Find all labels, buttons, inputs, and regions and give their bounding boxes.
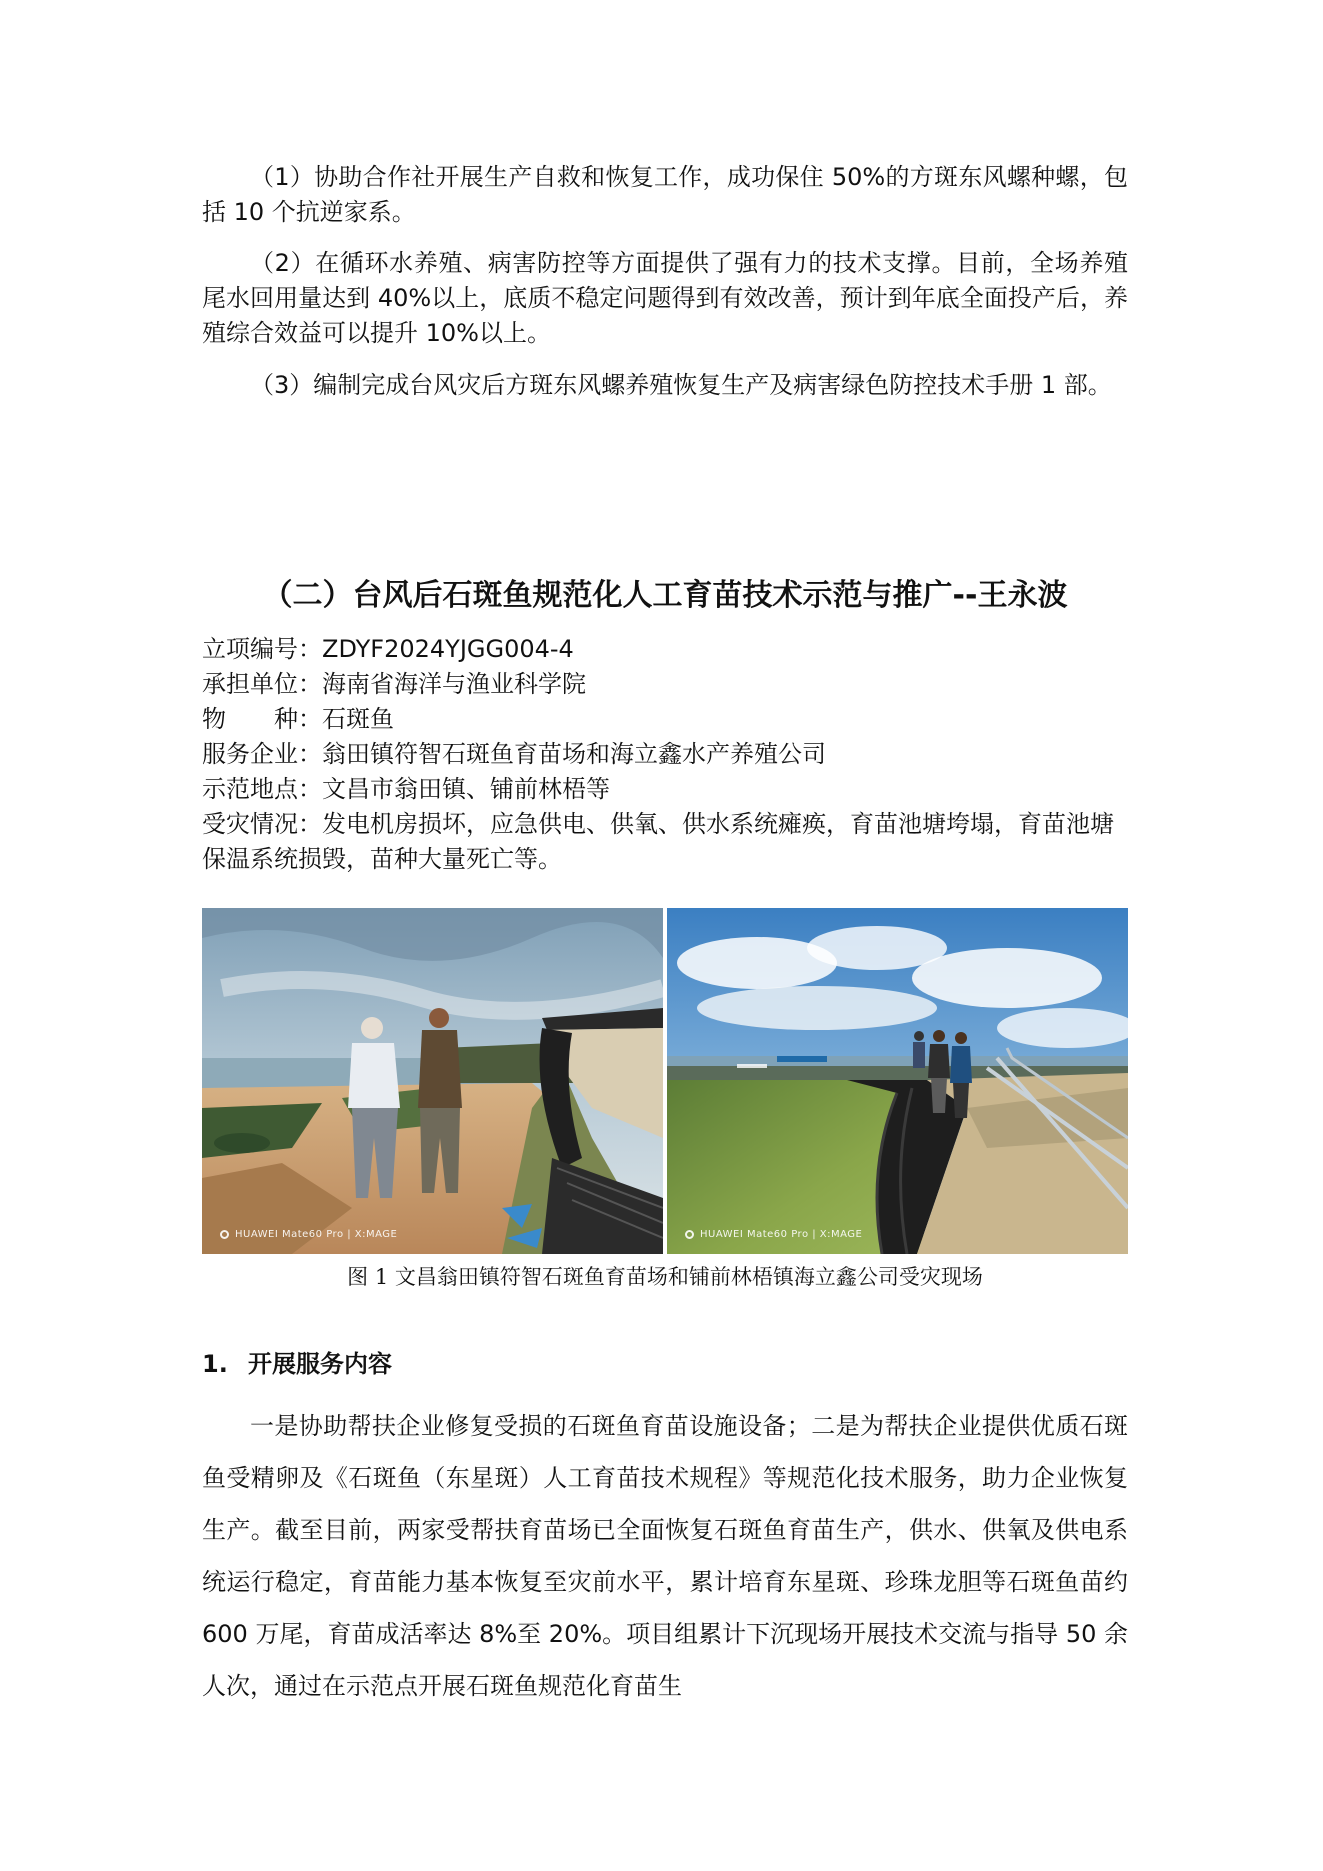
info-row-organization xyxy=(202,667,1128,702)
camera-logo-icon xyxy=(220,1230,229,1239)
watermark-text: HUAWEI Mate60 Pro | X:MAGE xyxy=(700,1229,863,1240)
paragraph-2: （2）在循环水养殖、病害防控等方面提供了强有力的技术支撑。目前，全场养殖尾水回用量达到 40%以上，底质不稳定问题得到有效改善，预计到年底全面投产后，养殖综合效益可以提升 10%以上。 xyxy=(202,249,1128,347)
info-value: 翁田镇符智石斑鱼育苗场和海立鑫水产养殖公司 xyxy=(322,740,826,768)
body-paragraph: 一是协助帮扶企业修复受损的石斑鱼育苗设施设备；二是为帮扶企业提供优质石斑鱼受精卵及《石斑鱼（东星斑）人工育苗技术规程》等规范化技术服务，助力企业恢复生产。截至目前，两家受帮扶育苗场已全面恢复石斑鱼育苗生产，供水、供氧及供电系统运行稳定，育苗能力基本恢复至灾前水平，累计培育东星斑、珍珠龙胆等石斑鱼苗约 600 万尾，育苗成活率达 8%至 20%。项目组累计下沉现场开展技术交流与指导 50 余人次，通过在示范点开展石斑鱼规范化育苗生 xyxy=(202,1412,1128,1700)
photo-left-damaged-hatchery xyxy=(202,908,663,1254)
photo-right-aquaculture-pond xyxy=(667,908,1128,1254)
info-row-enterprise xyxy=(202,737,1128,772)
figure-caption: 图 1 文昌翁田镇符智石斑鱼育苗场和铺前林梧镇海立鑫公司受灾现场 xyxy=(347,1265,983,1289)
info-value: ZDYF2024YJGG004-4 xyxy=(322,635,574,663)
info-label: 示范地点： xyxy=(202,775,322,803)
info-label: 受灾情况： xyxy=(202,810,322,838)
paragraph-3: （3）编制完成台风灾后方斑东风螺养殖恢复生产及病害绿色防控技术手册 1 部。 xyxy=(250,371,1112,399)
info-label: 承担单位： xyxy=(202,670,322,698)
info-row-project-number xyxy=(202,632,1128,667)
figure-photos xyxy=(202,908,1128,1254)
info-label: 服务企业： xyxy=(202,740,322,768)
section-heading-text: 开展服务内容 xyxy=(248,1350,392,1378)
info-value: 文昌市翁田镇、铺前林梧等 xyxy=(322,775,610,803)
info-row-location xyxy=(202,772,1128,807)
camera-logo-icon xyxy=(685,1230,694,1239)
info-label: 立项编号： xyxy=(202,635,322,663)
project-info xyxy=(202,632,1128,877)
camera-watermark-right xyxy=(685,1229,862,1240)
paragraph-1: （1）协助合作社开展生产自救和恢复工作，成功保住 50%的方斑东风螺种螺，包括 10 个抗逆家系。 xyxy=(202,163,1128,226)
info-row-damage xyxy=(202,807,1128,877)
section-title: （二）台风后石斑鱼规范化人工育苗技术示范与推广--王永波 xyxy=(262,578,1068,613)
info-row-species xyxy=(202,702,1128,737)
info-label: 物 种： xyxy=(202,705,322,733)
camera-watermark-left xyxy=(220,1229,397,1240)
info-value: 海南省海洋与渔业科学院 xyxy=(322,670,586,698)
watermark-text: HUAWEI Mate60 Pro | X:MAGE xyxy=(235,1229,398,1240)
info-value: 石斑鱼 xyxy=(322,705,394,733)
section-heading xyxy=(202,1346,1128,1382)
info-value: 发电机房损坏，应急供电、供氧、供水系统瘫痪，育苗池塘垮塌，育苗池塘保温系统损毁，苗种大量死亡等。 xyxy=(202,810,1114,873)
section-number: 1. xyxy=(202,1350,228,1378)
